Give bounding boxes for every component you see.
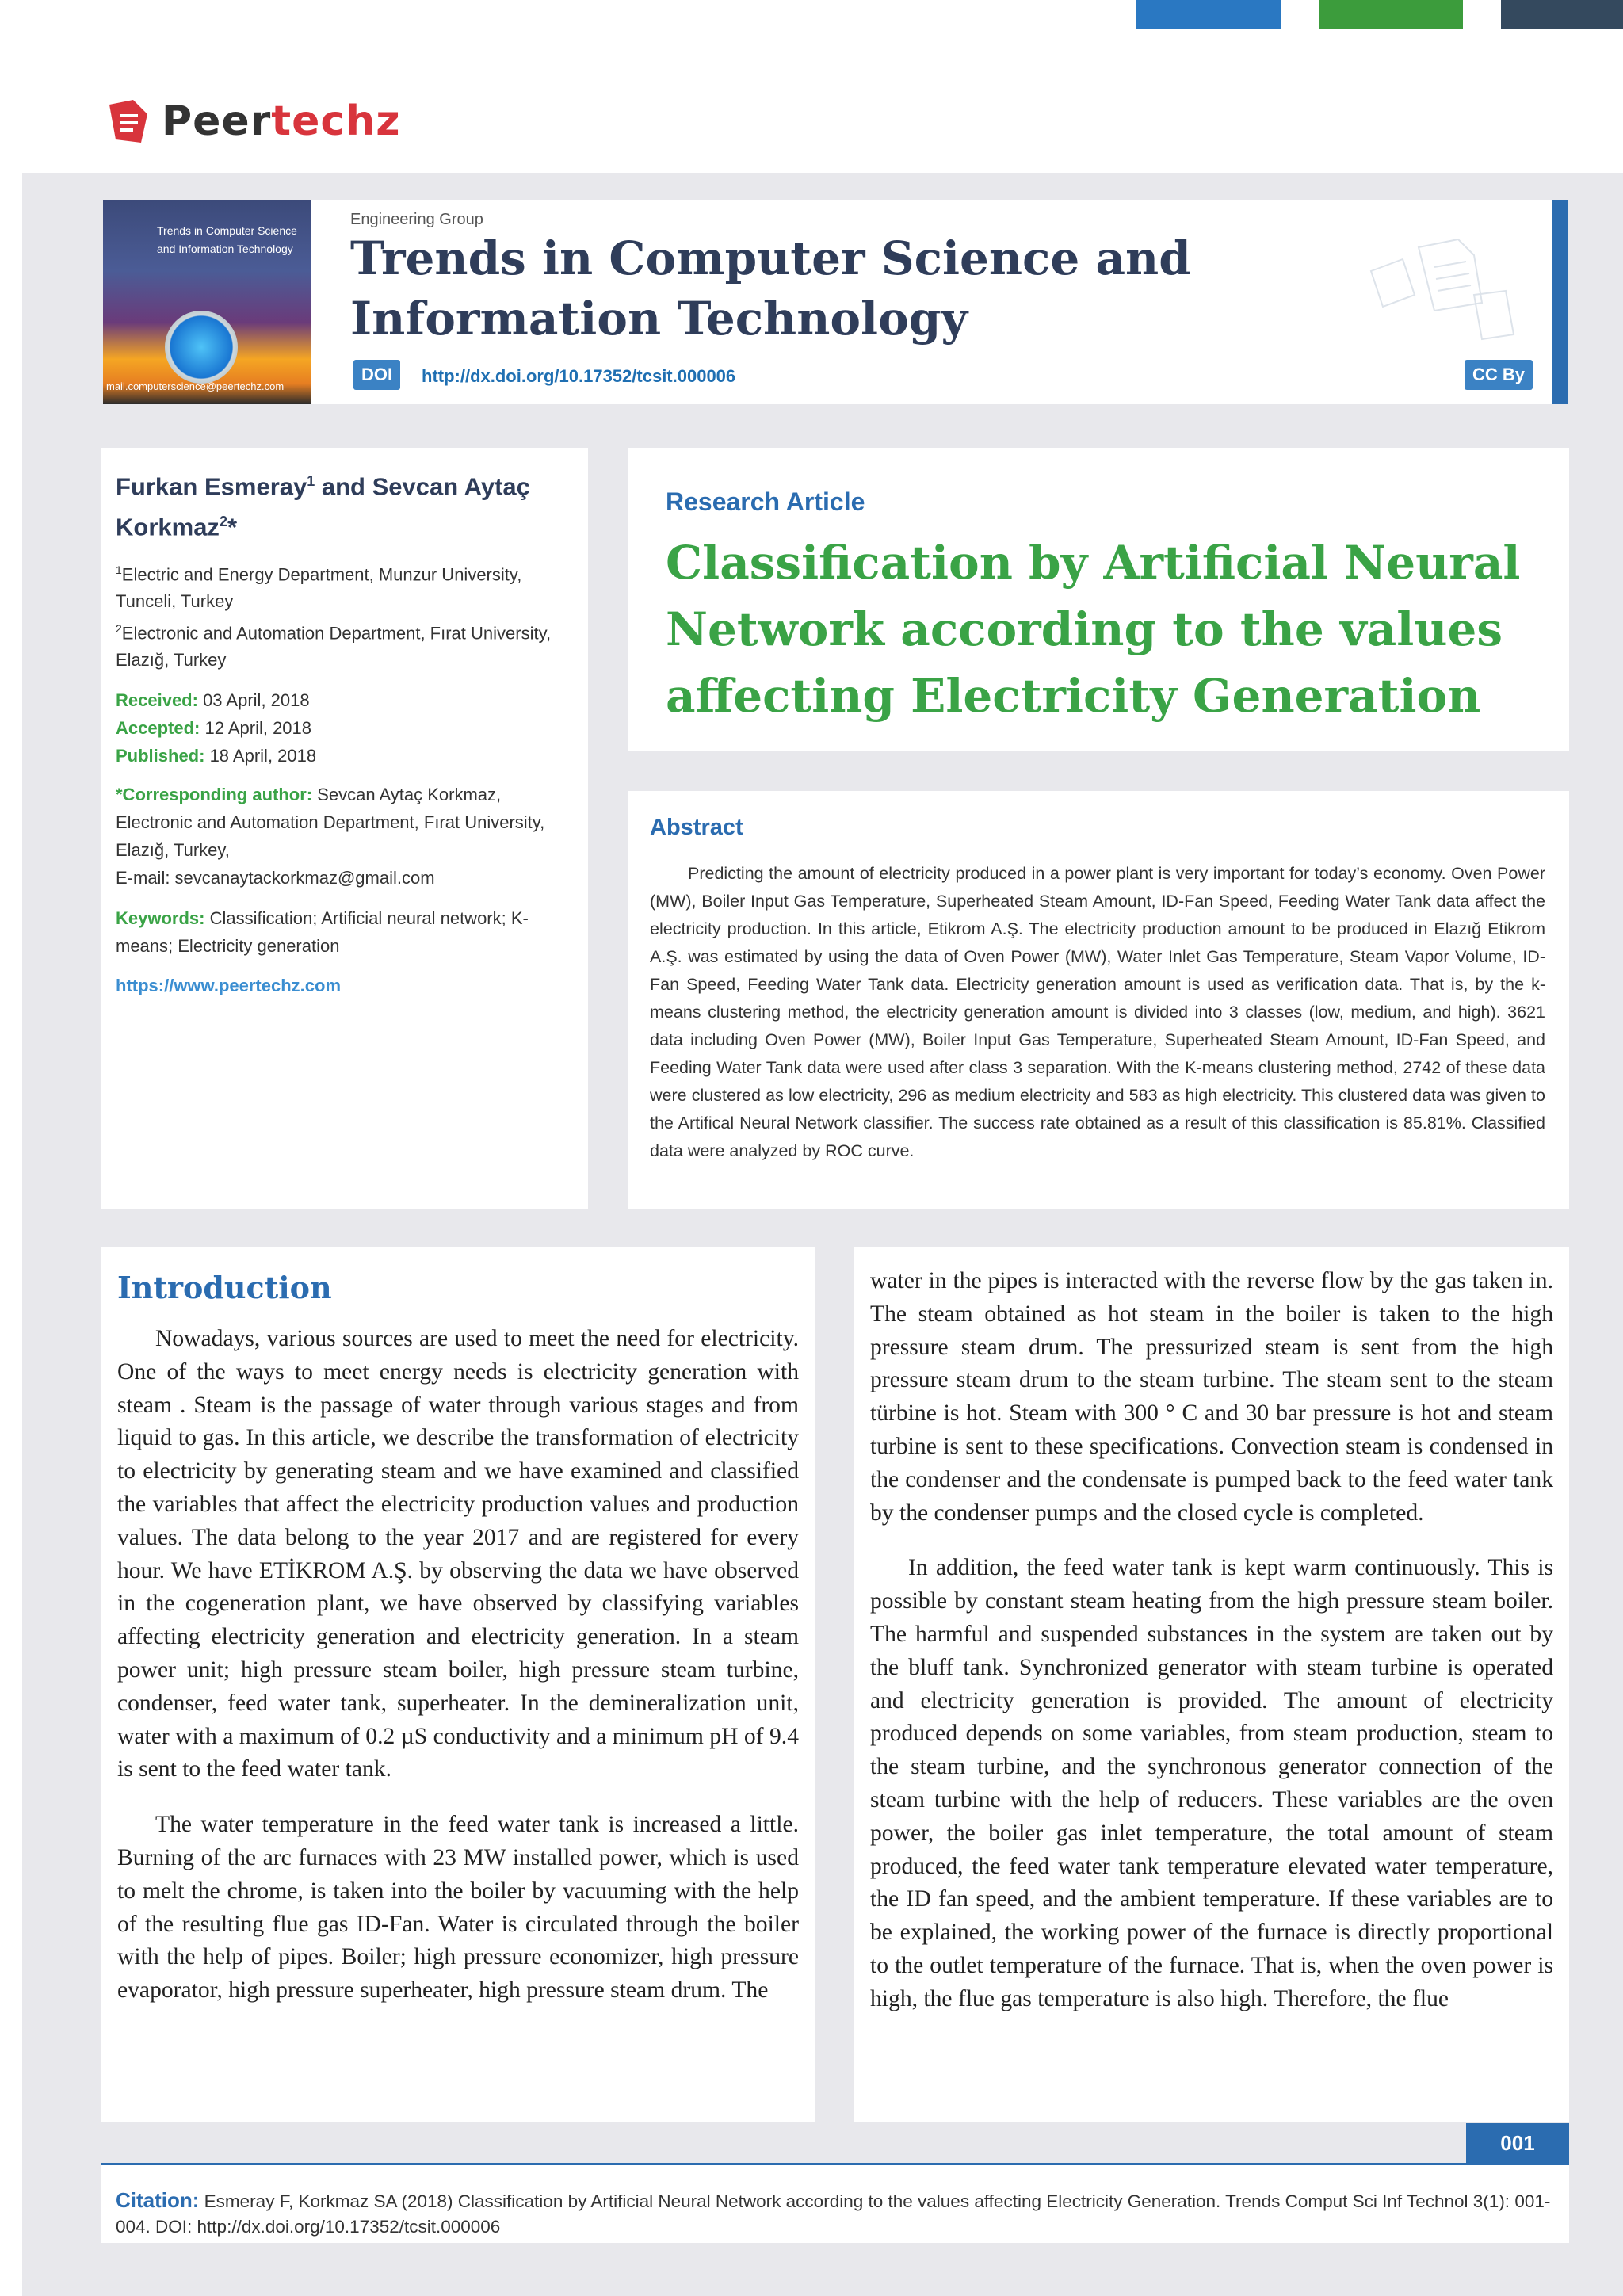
top-bar-blue	[1136, 0, 1281, 29]
published-value: 18 April, 2018	[204, 746, 317, 766]
body-column-right	[854, 1247, 1569, 2122]
received-date	[116, 686, 574, 714]
affiliation-1	[116, 556, 574, 615]
peertechz-logo[interactable]	[105, 94, 401, 149]
author-1-sup: 1	[307, 473, 315, 489]
body-column-left	[101, 1247, 815, 2122]
cover-title: Trends in Computer Science and Information Technology	[157, 224, 297, 255]
corresponding-text: Sevcan Aytaç Korkmaz, Electronic and Automation Department, Fırat University, Elazığ, Turkey,	[116, 785, 545, 861]
abstract-heading: Abstract	[650, 815, 743, 840]
journal-title	[350, 228, 1301, 349]
dates	[116, 686, 574, 770]
citation-panel	[101, 2163, 1569, 2243]
author-email[interactable]: E-mail: sevcanaytackorkmaz@gmail.com	[116, 868, 435, 888]
brand-part1: Peer	[162, 97, 272, 145]
doi-badge: DOI	[353, 360, 400, 390]
abstract-panel	[628, 791, 1569, 1209]
doi-link[interactable]: http://dx.doi.org/10.17352/tcsit.000006	[422, 366, 736, 386]
affiliations	[116, 556, 574, 674]
article-title-line3: affecting Electricity Generation	[666, 669, 1481, 723]
citation-label: Citation:	[116, 2188, 200, 2212]
keywords-text: Classification; Artificial neural network; K-means; Electricity generation	[116, 908, 529, 957]
published-date	[116, 742, 574, 770]
intro-paragraph-4: In addition, the feed water tank is kept warm continuously. This is possible by constant steam heating from the high pressure steam boiler. The harmful and suspended substances in the system are taken out by the bluff tank. Synchronized generator with steam turbine is operated and electricity generation is provided. The amount of electricity produced depends on some variables, from steam production, steam to the steam turbine, and the synchronous generator connection of the steam turbine with the help of reducers. These variables are the oven power, the boiler gas inlet temperature, the total amount of steam produced, the feed water tank temperature elevated water temperature, the ID fan speed, and the ambient temperature. If these variables are to be explained, the working power of the furnace is directly proportional to the outlet temperature of the furnace. That is, when the oven power is high, the flue gas temperature is also high. Therefore, the flue	[870, 1555, 1553, 2011]
affiliation-1-text: Electric and Energy Department, Munzur University, Tunceli, Turkey	[116, 563, 522, 611]
corresponding-star: *	[227, 513, 238, 541]
intro-paragraph-2: The water temperature in the feed water tank is increased a little. Burning of the arc furnaces with 23 MW installed power, which is used to melt the chrome, is taken into the boiler by vacuuming with the help of the resulting flue gas ID-Fan. Water is circulated through the boiler with the help of pipes. Boiler; high pressure economizer, high pressure evaporator, high pressure superheater, high pressure steam drum. The	[117, 1812, 799, 2004]
received-value: 03 April, 2018	[197, 690, 310, 711]
author-1: Furkan Esmeray	[116, 472, 307, 501]
disc-icon	[165, 311, 238, 384]
top-bar-green	[1319, 0, 1463, 29]
author-info-panel	[101, 448, 588, 1209]
affiliation-1-sup: 1	[116, 563, 122, 576]
journal-header	[103, 200, 1568, 404]
group-label: Engineering Group	[350, 211, 483, 228]
peertechz-wordmark	[162, 97, 401, 145]
corresponding-label: *Corresponding author:	[116, 785, 313, 805]
author-names	[116, 464, 574, 545]
article-title-line1: Classification by Artificial Neural	[666, 536, 1521, 590]
top-bar-dark	[1501, 0, 1623, 29]
affiliation-2-sup: 2	[116, 621, 122, 635]
article-type: Research Article	[666, 487, 865, 516]
journal-title-line2: Information Technology	[350, 292, 968, 346]
brand-part2: techz	[271, 97, 401, 145]
corresponding-author	[116, 781, 574, 892]
affiliation-2	[116, 615, 574, 674]
accepted-value: 12 April, 2018	[200, 718, 312, 739]
keywords	[116, 904, 574, 960]
accepted-label: Accepted:	[116, 718, 200, 739]
publisher-website-link[interactable]: https://www.peertechz.com	[116, 976, 342, 996]
intro-paragraph-1: Nowadays, various sources are used to meet the need for electricity. One of the ways to meet energy needs is electricity generation with steam . Steam is the passage of water through various stages and from liquid to gas. In this article, we describe the transformation of electricity to electricity by generating steam and we have examined and classified the variables that affect the electricity production values and production values. The data belong to the year 2017 and are registered for every hour. We have ETİKROM A.Ş. by observing the data we have observed in the cogeneration plant, we have observed by classifying variables affecting electricity generation and electricity generation. In a steam power unit; high pressure steam boiler, high pressure steam turbine, condenser, feed water tank, superheater. In the demineralization unit, water with a maximum of 0.2 µS conductivity and a minimum pH of 9.4 is sent to the feed water tank.	[117, 1326, 799, 1782]
citation	[116, 2187, 1555, 2240]
journal-title-line1: Trends in Computer Science and	[350, 231, 1191, 285]
license-badge[interactable]: CC By	[1465, 360, 1533, 390]
accepted-date	[116, 714, 574, 742]
top-color-bars	[0, 0, 1623, 29]
intro-paragraph-3: water in the pipes is interacted with the reverse flow by the gas taken in. The steam obtained as hot steam in the boiler is taken to the high pressure steam drum. The pressurized steam is sent from the high pressure steam drum to the steam turbine. The steam sent to the steam türbine is hot. Steam with 300 ° C and 30 bar pressure is hot and steam turbine is sent to these specifications. Convection steam is condensed in the condenser and the condensate is pumped back to the feed water tank by the condenser pumps and the closed cycle is completed.	[870, 1268, 1553, 1526]
keywords-label: Keywords:	[116, 908, 205, 929]
citation-text: Esmeray F, Korkmaz SA (2018) Classification by Artificial Neural Network according to the values affecting Electricity Generation. Trends Comput Sci Inf Technol 3(1): 001-004. DOI: http://dx.doi.org/10.17352/tcsit.000006	[116, 2191, 1551, 2237]
affiliation-2-text: Electronic and Automation Department, Fırat University, Elazığ, Turkey	[116, 623, 552, 670]
page-number: 001	[1466, 2123, 1569, 2163]
author-2: Korkmaz	[116, 513, 220, 541]
document-icon	[1355, 216, 1545, 366]
author-2-sup: 2	[219, 514, 227, 530]
introduction-heading: Introduction	[117, 1270, 332, 1305]
peertechz-logo-icon	[105, 97, 154, 146]
article-title-line2: Network according to the values	[666, 602, 1503, 656]
published-label: Published:	[116, 746, 205, 766]
author-and: and Sevcan Aytaç	[315, 472, 530, 501]
article-title-panel	[628, 448, 1569, 751]
journal-cover-image	[103, 200, 311, 404]
article-title	[666, 529, 1531, 729]
abstract-text: Predicting the amount of electricity produced in a power plant is very important for today’s economy. Oven Power (MW), Boiler Input Gas Temperature, Superheated Steam Amount, ID-Fan Speed, Feeding Water Tank data affect the electricity production. In this article, Etikrom A.Ş. The electricity production amount to be produced in Elazığ Etikrom A.Ş. was estimated by using the data of Oven Power (MW), Water Inlet Gas Temperature, Steam Vapor Volume, ID-Fan Speed, Feeding Water Tank data. Electricity generation amount is used as verification data. That is, by the k-means clustering method, the electricity generation amount is divided into 3 classes (low, medium, and high). 3621 data including Oven Power (MW), Boiler Input Gas Temperature, Superheated Steam Amount, ID-Fan Speed, and Feeding Water Tank data were used after class 3 separation. With the K-means clustering method, 2742 of these data were clustered as low electricity, 296 as medium electricity and 583 as high electricity. This clustered data was given to the Artifical Neural Network classifier. The success rate obtained as a result of this classification is 85.81%. Classified data were analyzed by ROC curve.	[650, 864, 1545, 1160]
received-label: Received:	[116, 690, 198, 711]
cover-email: mail.computerscience@peertechz.com	[106, 380, 285, 392]
